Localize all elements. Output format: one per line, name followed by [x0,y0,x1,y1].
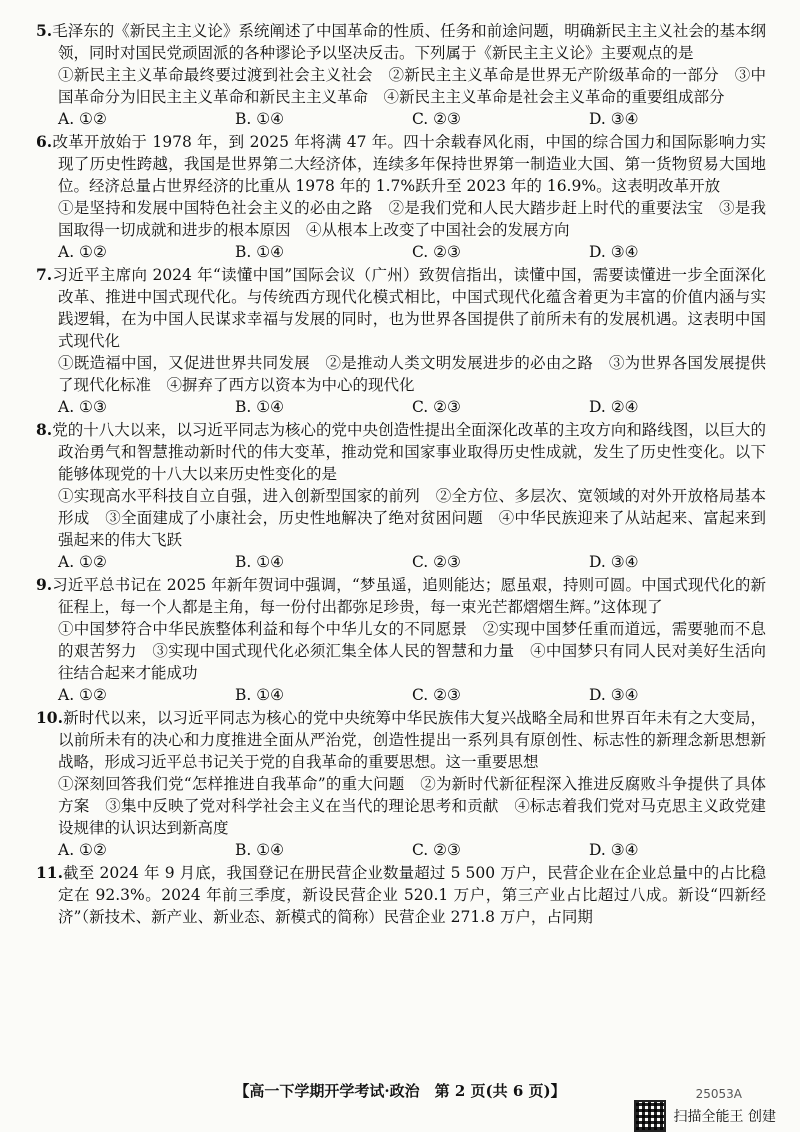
question-number: 9. [36,575,53,594]
choice-b: B. ①④ [235,243,285,261]
question-stem: 改革开放始于 1978 年，到 2025 年将满 47 年。四十余载春风化雨，中国的综合国力和国际影响力实现了历史性跨越，我国是世界第二大经济体，连续多年保持世界第一制造业大国、第一货物贸易大国地位。经济总量占世界经济的比重从 1978 年的 1.7%跃升至 2023 年的 16.9%。这表明改革开放 [52,133,766,195]
choice-d: D. ③④ [589,110,639,128]
choice-c: C. ②③ [412,686,461,704]
choice-b: B. ①④ [235,110,285,128]
choice-a: A. ①② [58,841,107,859]
scanner-label: 扫描全能王 创建 [673,1109,776,1125]
qr-code-icon [634,1100,666,1132]
choice-a: A. ①② [58,686,107,704]
choice-d: D. ③④ [589,553,639,571]
choice-c: C. ②③ [412,243,461,261]
choice-b: B. ①④ [235,841,285,859]
question-options: ①既造福中国，又促进世界共同发展 ②是推动人类文明发展进步的必由之路 ③为世界各国发展提供了现代化标准 ④摒弃了西方以资本为中心的现代化 [58,354,766,394]
choice-b: B. ①④ [235,553,285,571]
question-number: 7. [36,265,53,284]
page-footer: 【高一下学期开学考试·政治 第 2 页(共 6 页)】 [234,1082,566,1100]
question-options: ①实现高水平科技自立自强，进入创新型国家的前列 ②全方位、多层次、宽领域的对外开放格局基本形成 ③全面建成了小康社会，历史性地解决了绝对贫困问题 ④中华民族迎来了从站起来、富起来到强起来的伟大飞跃 [58,487,766,549]
question-stem: 截至 2024 年 9 月底，我国登记在册民营企业数量超过 5 500 万户，民营企业在企业总量中的占比稳定在 92.3%。2024 年前三季度，新设民营企业 520.1 万户，第三产业占比超过八成。新设“四新经济”（新技术、新产业、新业态、新模式的简称）民营企业 271.8 万户，占同期 [58,864,766,926]
question-stem: 新时代以来，以习近平同志为核心的党中央统筹中华民族伟大复兴战略全局和世界百年未有之大变局，以前所未有的决心和力度推进全面从严治党，创造性提出一系列具有原创性、标志性的新理念新思想新战略，形成习近平总书记关于党的自我革命的重要思想。这一重要思想 [58,709,766,771]
question-options: ①是坚持和发展中国特色社会主义的必由之路 ②是我们党和人民大踏步赶上时代的重要法宝 ③是我国取得一切成就和进步的根本原因 ④从根本上改变了中国社会的发展方向 [58,199,766,239]
exam-code: 25053A [695,1087,742,1101]
answer-choices [36,839,766,861]
choice-c: C. ②③ [412,110,461,128]
question-number: 10. [36,708,63,727]
answer-choices [36,551,766,573]
choice-b: B. ①④ [235,398,285,416]
question-options: ①新民主主义革命最终要过渡到社会主义社会 ②新民主主义革命是世界无产阶级革命的一部分 ③中国革命分为旧民主主义革命和新民主主义革命 ④新民主主义革命是社会主义革命的重要组成部分 [58,66,766,106]
question-number: 6. [36,132,53,151]
question-7 [36,264,766,418]
question-number: 11. [36,863,63,882]
scanner-watermark [634,1100,776,1132]
question-11 [36,862,766,928]
question-number: 8. [36,420,53,439]
question-list [36,20,766,929]
choice-d: D. ②④ [589,398,639,416]
answer-choices [36,684,766,706]
choice-a: A. ①② [58,553,107,571]
choice-d: D. ③④ [589,243,639,261]
answer-choices [36,241,766,263]
question-options: ①深刻回答我们党“怎样推进自我革命”的重大问题 ②为新时代新征程深入推进反腐败斗争提供了具体方案 ③集中反映了党对科学社会主义在当代的理论思考和贡献 ④标志着我们党对马克思主义政党建设规律的认识达到新高度 [58,775,766,837]
question-6 [36,131,766,263]
answer-choices [36,396,766,418]
choice-a: A. ①③ [58,398,107,416]
choice-d: D. ③④ [589,686,639,704]
question-stem: 习近平主席向 2024 年“读懂中国”国际会议（广州）致贺信指出，读懂中国，需要读懂进一步全面深化改革、推进中国式现代化。与传统西方现代化模式相比，中国式现代化蕴含着更为丰富的价值内涵与实践逻辑，在为中国人民谋求幸福与发展的同时，也为世界各国提供了前所未有的发展机遇。这表明中国式现代化 [52,266,766,350]
question-5 [36,20,766,130]
choice-c: C. ②③ [412,841,461,859]
question-9 [36,574,766,706]
question-options: ①中国梦符合中华民族整体利益和每个中华儿女的不同愿景 ②实现中国梦任重而道远，需要驰而不息的艰苦努力 ③实现中国式现代化必须汇集全体人民的智慧和力量 ④中国梦只有同人民对美好生活向往结合起来才能成功 [58,620,766,682]
question-stem: 习近平总书记在 2025 年新年贺词中强调，“梦虽遥，追则能达；愿虽艰，持则可圆。中国式现代化的新征程上，每一个人都是主角，每一份付出都弥足珍贵，每一束光芒都熠熠生辉。”这体现了 [52,576,766,616]
choice-c: C. ②③ [412,398,461,416]
question-stem: 党的十八大以来，以习近平同志为核心的党中央创造性提出全面深化改革的主攻方向和路线图，以巨大的政治勇气和智慧推动新时代的伟大变革，推动党和国家事业取得历史性成就，发生了历史性变化。以下能够体现党的十八大以来历史性变化的是 [52,421,766,483]
question-number: 5. [36,21,53,40]
choice-c: C. ②③ [412,553,461,571]
choice-a: A. ①② [58,110,107,128]
question-10 [36,707,766,861]
question-8 [36,419,766,573]
choice-d: D. ③④ [589,841,639,859]
choice-a: A. ①② [58,243,107,261]
choice-b: B. ①④ [235,686,285,704]
answer-choices [36,108,766,130]
question-stem: 毛泽东的《新民主主义论》系统阐述了中国革命的性质、任务和前途问题，明确新民主主义社会的基本纲领，同时对国民党顽固派的各种谬论予以坚决反击。下列属于《新民主主义论》主要观点的是 [52,22,766,62]
